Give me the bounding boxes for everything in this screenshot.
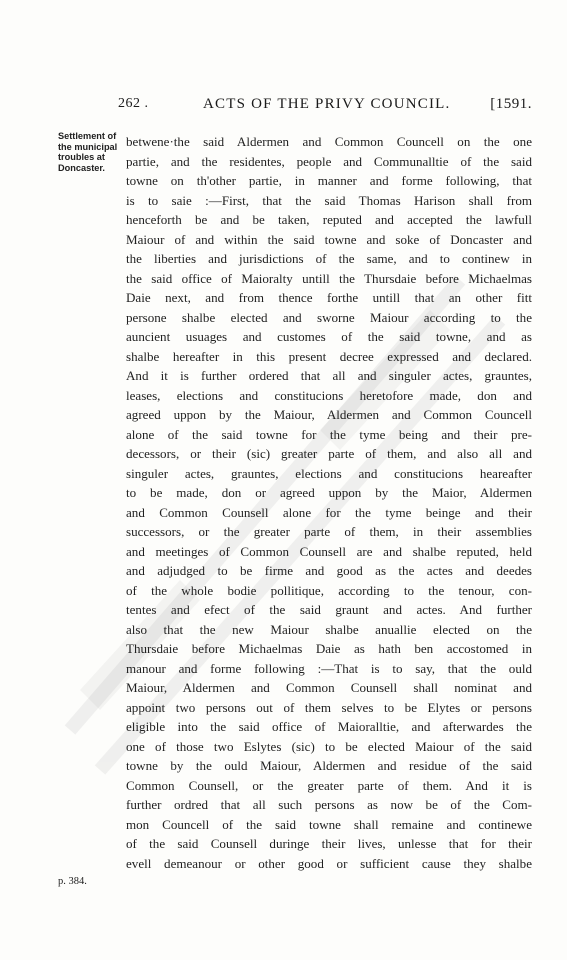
text-line: mon Councell of the said towne shall remaine and continewe [126,816,532,832]
text-line: of the said Counsell duringe their lives, unlesse that for their [126,836,532,851]
text-line: tentes and efect of the said graunt and actes. And further [126,602,532,617]
text-line: towne by the ould Maiour, Aldermen and residue of the said [126,758,532,773]
text-line: and Common Counsell alone for the tyme beinge and their [126,504,532,520]
text-line: of the whole bodie pollitique, according to the tenour, con- [126,582,532,598]
header-year: [1591. [490,96,532,112]
text-line: Common Counsell, or the greater parte of them. And it is [126,777,532,793]
text-line: manour and forme following :—That is to say, that the ould [126,660,532,676]
margin-note-line: troubles at [58,152,105,162]
text-line: the liberties and jurisdictions of the same, and to continew in [126,251,532,266]
text-line: persone shalbe elected and sworne Maiour according to the [126,309,532,325]
text-line: Maiour of and within the said towne and soke of Doncaster and [126,231,532,247]
page-reference-note: p. 384. [58,876,87,887]
text-line: and adjudged to be firme and good as the actes and deedes [126,563,532,578]
text-line: betwene·the said Aldermen and Common Councell on the one [126,134,532,149]
text-line: partie, and the residentes, people and Communalltie of the said [126,153,532,169]
text-line: leases, elections and constitucions heretofore made, don and [126,387,532,403]
margin-note [58,131,122,173]
text-line: appoint two persons out of them selves to be Elytes or persons [126,699,532,715]
text-line: shalbe hereafter in this present decree expressed and declared. [126,348,532,364]
text-line: evell demeanour or other good or sufficient cause they shalbe [126,855,532,871]
text-line: also that the new Maiour shalbe anuallie elected on the [126,621,532,637]
margin-note-line: the municipal [58,141,118,152]
running-header [118,96,532,116]
text-line: Maiour, Aldermen and Common Counsell shall nominat and [126,680,532,695]
text-line: decessors, or their (sic) greater parte of them, and also all and [126,446,532,461]
text-line: Daie next, and from thence forthe untill that an other fitt [126,290,532,305]
text-line: the said office of Maioralty untill the Thursdaie before Michaelmas [126,270,532,286]
text-line: towne on th'other partie, in manner and forme following, that [126,173,532,188]
text-line: and meetinges of Common Counsell are and shalbe reputed, held [126,543,532,559]
page-number: 262 . [118,96,149,111]
text-line: henceforth be and be taken, reputed and accepted the lawfull [126,212,532,227]
text-line: Thursdaie before Michaelmas Daie as hath ben accostomed in [126,641,532,656]
text-line: successors, or the greater parte of them, in their assemblies [126,524,532,539]
body-text [126,132,532,873]
margin-note-line: Doncaster. [58,162,105,173]
text-line: is to saie :—First, that the said Thomas Harison shall from [126,192,532,208]
text-line: one of those two Eslytes (sic) to be elected Maiour of the said [126,738,532,754]
text-line: further ordred that all such persons as now be of the Com- [126,797,532,812]
text-line: singuler actes, grauntes, elections and constitucions heareafter [126,465,532,481]
text-line: And it is further ordered that all and singuler actes, grauntes, [126,368,532,383]
text-line: to be made, don or agreed uppon by the Maior, Aldermen [126,485,532,500]
text-line: agreed uppon by the Maiour, Aldermen and Common Councell [126,407,532,422]
text-line: auncient usuages and customes of the said towne, and as [126,329,532,344]
running-title: ACTS OF THE PRIVY COUNCIL. [203,96,451,112]
text-line: eligible into the said office of Maioralltie, and afterwardes the [126,719,532,734]
margin-note-line: Settlement of [58,131,117,141]
text-line: alone of the said towne for the tyme being and their pre- [126,426,532,442]
